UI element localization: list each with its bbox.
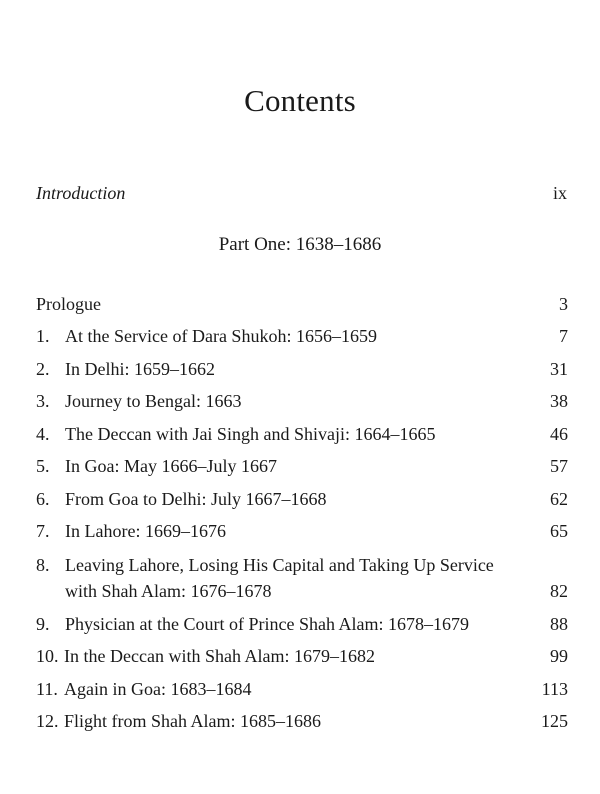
toc-entry-number: 5. <box>36 456 50 476</box>
page-title: Contents <box>244 83 356 118</box>
toc-entry-title: In Goa: May 1666–July 1667 <box>65 456 277 476</box>
toc-entry-page-number: 125 <box>541 711 568 731</box>
toc-entry-title: In Delhi: 1659–1662 <box>65 358 215 379</box>
toc-entry-number: 12. <box>36 711 59 731</box>
toc-entry-number: 1. <box>36 326 50 346</box>
toc-entry-number: 2. <box>36 358 50 379</box>
toc-entry-chapter-12[interactable] <box>36 702 568 735</box>
toc-entry-page-number: 88 <box>550 613 568 634</box>
toc-entry-chapter-5[interactable] <box>36 447 568 480</box>
toc-entry-page-number: 82 <box>550 581 568 601</box>
table-of-contents <box>36 284 568 734</box>
toc-entry-chapter-10[interactable] <box>36 637 568 670</box>
toc-entry-number: 3. <box>36 391 50 411</box>
toc-entry-number: 4. <box>36 423 50 444</box>
toc-entry-title: Physician at the Court of Prince Shah Alam: 1678–1679 <box>65 613 469 634</box>
toc-entry-page-number: 65 <box>550 521 568 541</box>
toc-entry-title: In the Deccan with Shah Alam: 1679–1682 <box>64 646 375 666</box>
toc-entry-number: 9. <box>36 613 50 634</box>
toc-entry-chapter-1[interactable] <box>36 317 568 350</box>
toc-entry-introduction[interactable] <box>36 181 567 205</box>
toc-entry-title: Leaving Lahore, Losing His Capital and Taking Up Service with Shah Alam: 1676–1678 <box>65 555 494 601</box>
introduction-page-number: ix <box>552 183 567 203</box>
toc-entry-page-number: 57 <box>550 456 568 476</box>
toc-entry-chapter-9[interactable] <box>36 604 568 637</box>
toc-entry-chapter-3[interactable] <box>36 382 568 415</box>
toc-entry-title: Journey to Bengal: 1663 <box>65 391 242 411</box>
toc-entry-page-number: 99 <box>550 646 568 666</box>
toc-entry-chapter-6[interactable] <box>36 479 568 512</box>
toc-entry-prologue[interactable] <box>36 284 568 317</box>
toc-entry-number: 7. <box>36 521 50 541</box>
toc-entry-title: In Lahore: 1669–1676 <box>65 521 226 541</box>
toc-entry-number: 10. <box>36 646 59 666</box>
toc-entry-number: 6. <box>36 488 50 509</box>
toc-entry-page-number: 62 <box>550 488 568 509</box>
toc-entry-page-number: 113 <box>541 678 568 699</box>
toc-entry-number: 11. <box>36 678 58 699</box>
toc-entry-chapter-4[interactable] <box>36 414 568 447</box>
toc-entry-title: Again in Goa: 1683–1684 <box>64 678 252 699</box>
toc-entry-title: Flight from Shah Alam: 1685–1686 <box>64 711 322 731</box>
introduction-label: Introduction <box>36 183 126 203</box>
toc-entry-title: From Goa to Delhi: July 1667–1668 <box>65 488 327 509</box>
toc-entry-chapter-2[interactable] <box>36 349 568 382</box>
toc-entry-chapter-11[interactable] <box>36 669 568 702</box>
toc-entry-title: The Deccan with Jai Singh and Shivaji: 1664–1665 <box>65 423 436 444</box>
toc-entry-chapter-7[interactable] <box>36 512 568 545</box>
toc-entry-page-number: 7 <box>559 326 568 346</box>
toc-entry-title: At the Service of Dara Shukoh: 1656–1659 <box>65 326 377 346</box>
toc-entry-page-number: 46 <box>550 423 568 444</box>
toc-entry-number: 8. <box>36 555 50 575</box>
toc-entry-page-number: 31 <box>550 358 568 379</box>
part-heading: Part One: 1638–1686 <box>218 234 382 255</box>
toc-entry-chapter-8[interactable] <box>36 544 568 604</box>
toc-entry-page-number: 3 <box>559 293 568 314</box>
toc-entry-page-number: 38 <box>550 391 568 411</box>
toc-entry-title: Prologue <box>36 293 101 314</box>
